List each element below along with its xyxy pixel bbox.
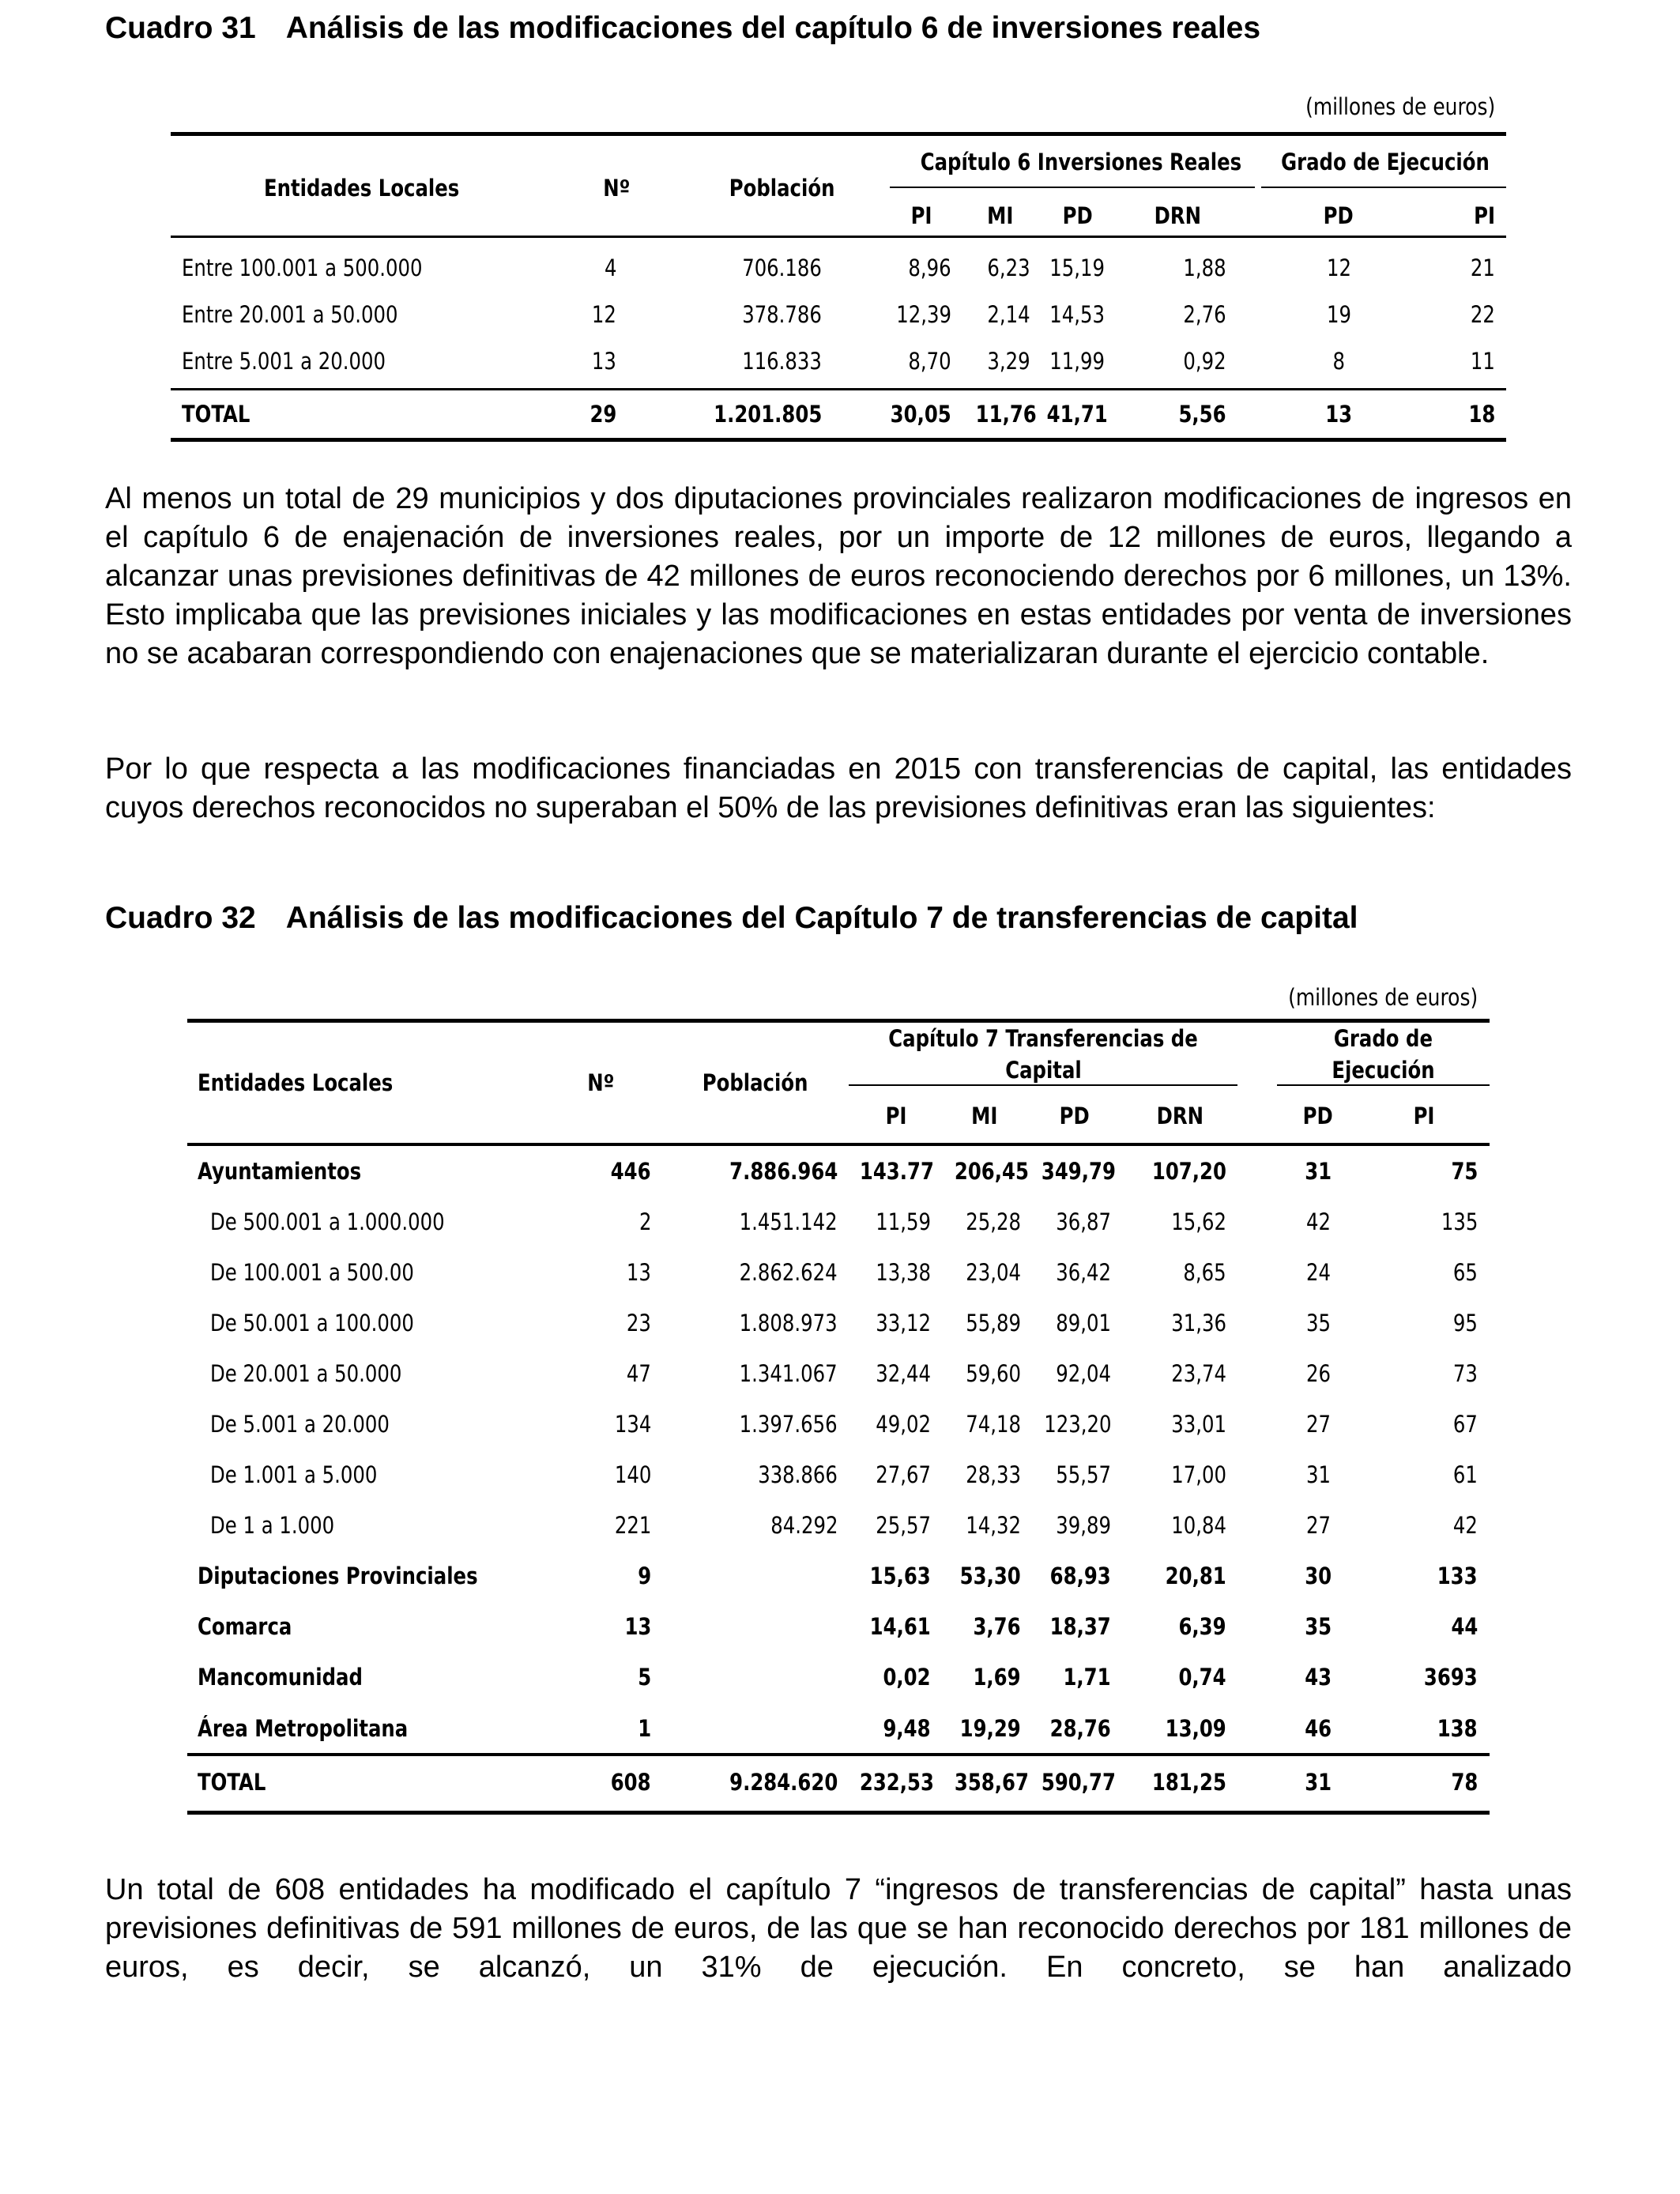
table-cell-pd: 55,57 <box>1056 1461 1111 1488</box>
table-cell-entidad: De 5.001 a 20.000 <box>210 1411 390 1438</box>
paragraph-2: Por lo que respecta a las modificaciones financiadas en 2015 con transferencias de capital, las entidades cuyos derechos reconocidos no superaban el 50% de las previsiones definitivas eran las siguientes: <box>105 752 1572 824</box>
table-cell-entidad: TOTAL <box>182 401 250 428</box>
table-cell-n: 2 <box>638 1208 651 1235</box>
table-cell-grado-pd: 35 <box>1305 1310 1331 1336</box>
table-cell-pd: 36,87 <box>1056 1208 1111 1235</box>
table-cell-grado-pi: 138 <box>1437 1715 1478 1742</box>
table-cell-mi: 206,45 <box>954 1158 1029 1185</box>
table32-group2-rule <box>1277 1084 1490 1086</box>
table-cell-pd: 11,99 <box>1049 348 1105 375</box>
table-cell-entidad: De 50.001 a 100.000 <box>210 1310 414 1336</box>
table32-header-pi: PI <box>885 1103 907 1129</box>
table-cell-grado-pi: 133 <box>1437 1563 1478 1589</box>
table-cell-poblacion: 1.341.067 <box>740 1360 838 1387</box>
table-cell-drn: 15,62 <box>1171 1208 1226 1235</box>
table-cell-drn: 2,76 <box>1183 301 1226 328</box>
table32-header-group2-line2: Ejecución <box>1332 1057 1435 1084</box>
table-cell-entidad: Mancomunidad <box>198 1664 363 1691</box>
table-cell-mi: 2,14 <box>987 301 1030 328</box>
table-cell-grado-pi: 3693 <box>1424 1664 1478 1691</box>
table-cell-entidad: De 500.001 a 1.000.000 <box>210 1208 445 1235</box>
table32-total-rule <box>187 1753 1490 1756</box>
table-cell-mi: 23,04 <box>966 1259 1021 1286</box>
table-cell-entidad: De 1 a 1.000 <box>210 1512 335 1539</box>
table-cell-entidad: De 1.001 a 5.000 <box>210 1461 378 1488</box>
table-cell-pi: 33,12 <box>876 1310 931 1336</box>
table31-header-drn: DRN <box>1154 202 1201 229</box>
table-cell-pd: 1,71 <box>1063 1664 1111 1691</box>
table-cell-entidad: Diputaciones Provinciales <box>198 1563 478 1589</box>
table-cell-mi: 1,69 <box>973 1664 1021 1691</box>
table-cell-grado-pd: 31 <box>1305 1158 1332 1185</box>
table-cell-entidad: De 20.001 a 50.000 <box>210 1360 402 1387</box>
table32-header-grado-pd: PD <box>1302 1103 1334 1129</box>
table-cell-grado-pd: 30 <box>1305 1563 1332 1589</box>
table31-header-pd: PD <box>1062 202 1094 229</box>
table-cell-mi: 19,29 <box>959 1715 1021 1742</box>
table-cell-drn: 20,81 <box>1165 1563 1226 1589</box>
table-cell-n: 221 <box>614 1512 651 1539</box>
table-cell-grado-pi: 75 <box>1451 1158 1478 1185</box>
table-cell-grado-pd: 46 <box>1305 1715 1332 1742</box>
table-cell-poblacion <box>695 1715 838 1742</box>
table-cell-mi: 3,29 <box>987 348 1030 375</box>
table31-header-entidades: Entidades Locales <box>264 175 460 202</box>
table-cell-n: 13 <box>591 348 616 375</box>
table31-header-n: Nº <box>602 175 631 202</box>
table-cell-grado-pi: 65 <box>1452 1259 1478 1286</box>
table-cell-grado-pd: 8 <box>1332 348 1345 375</box>
table-cell-mi: 74,18 <box>966 1411 1021 1438</box>
table-cell-pi: 14,61 <box>869 1613 931 1640</box>
table-cell-mi: 358,67 <box>954 1769 1029 1796</box>
table-cell-mi: 53,30 <box>959 1563 1021 1589</box>
table-cell-entidad: Entre 100.001 a 500.000 <box>182 254 423 281</box>
table-cell-drn: 23,74 <box>1171 1360 1226 1387</box>
table-cell-grado-pi: 42 <box>1452 1512 1478 1539</box>
table-cell-poblacion: 2.862.624 <box>740 1259 838 1286</box>
table-cell-poblacion <box>695 1664 838 1691</box>
table-cell-pd: 123,20 <box>1043 1411 1111 1438</box>
table-cell-poblacion: 1.808.973 <box>740 1310 838 1336</box>
table-cell-grado-pi: 18 <box>1468 401 1495 428</box>
table-cell-grado-pd: 13 <box>1325 401 1352 428</box>
table-cell-n: 4 <box>604 254 616 281</box>
table-cell-grado-pi: 78 <box>1451 1769 1478 1796</box>
table-cell-drn: 6,39 <box>1178 1613 1226 1640</box>
table-cell-pi: 49,02 <box>876 1411 931 1438</box>
table-cell-pd: 89,01 <box>1056 1310 1111 1336</box>
table-cell-pi: 0,02 <box>883 1664 931 1691</box>
table-cell-pi: 8,70 <box>908 348 951 375</box>
table-cell-pi: 9,48 <box>883 1715 931 1742</box>
table31-header-grado-pd: PD <box>1323 202 1354 229</box>
table31-header-group2: Grado de Ejecución <box>1281 149 1490 175</box>
table-cell-n: 13 <box>624 1613 651 1640</box>
table-cell-entidad: Entre 5.001 a 20.000 <box>182 348 386 375</box>
table32-top-rule <box>187 1019 1490 1023</box>
table-cell-pd: 36,42 <box>1056 1259 1111 1286</box>
table-cell-poblacion: 1.397.656 <box>740 1411 838 1438</box>
table31-header-group1: Capítulo 6 Inversiones Reales <box>920 149 1242 175</box>
table-cell-drn: 13,09 <box>1165 1715 1226 1742</box>
table32-caption-title: Análisis de las modificaciones del Capítulo 7 de transferencias de capital <box>285 901 1358 935</box>
table-cell-pi: 11,59 <box>876 1208 931 1235</box>
table-cell-poblacion <box>695 1613 838 1640</box>
table31-header-pi: PI <box>910 202 932 229</box>
table-cell-grado-pi: 67 <box>1452 1411 1478 1438</box>
table-cell-pi: 25,57 <box>876 1512 931 1539</box>
table-cell-entidad: Entre 20.001 a 50.000 <box>182 301 398 328</box>
table-cell-n: 23 <box>626 1310 651 1336</box>
table-cell-drn: 17,00 <box>1171 1461 1226 1488</box>
table31-caption-title: Análisis de las modificaciones del capítulo 6 de inversiones reales <box>285 11 1261 45</box>
table32-header-poblacion: Población <box>703 1069 808 1096</box>
table-cell-pd: 590,77 <box>1041 1769 1116 1796</box>
table-cell-grado-pi: 44 <box>1451 1613 1478 1640</box>
table-cell-mi: 3,76 <box>973 1613 1021 1640</box>
table31-header-mi: MI <box>987 202 1014 229</box>
table-cell-poblacion: 116.833 <box>742 348 822 375</box>
table-cell-entidad: Comarca <box>198 1613 292 1640</box>
table-cell-poblacion <box>695 1563 838 1589</box>
table31-units: (millones de euros) <box>1305 93 1495 120</box>
table-cell-pd: 39,89 <box>1056 1512 1111 1539</box>
table-cell-drn: 107,20 <box>1151 1158 1226 1185</box>
table-cell-pi: 27,67 <box>876 1461 931 1488</box>
table-cell-drn: 0,74 <box>1178 1664 1226 1691</box>
table-cell-poblacion: 378.786 <box>742 301 822 328</box>
table32-header-group1-line2: Capital <box>1004 1057 1082 1084</box>
table-cell-n: 12 <box>591 301 616 328</box>
table-cell-grado-pd: 42 <box>1305 1208 1331 1235</box>
table-cell-mi: 28,33 <box>966 1461 1021 1488</box>
table-cell-grado-pd: 31 <box>1305 1461 1331 1488</box>
table-cell-drn: 1,88 <box>1183 254 1226 281</box>
table-cell-drn: 8,65 <box>1183 1259 1226 1286</box>
table-cell-poblacion: 338.866 <box>758 1461 838 1488</box>
table-cell-pi: 143.77 <box>859 1158 934 1185</box>
table-cell-mi: 25,28 <box>966 1208 1021 1235</box>
table-cell-pi: 232,53 <box>859 1769 934 1796</box>
table32-header-pd: PD <box>1059 1103 1090 1129</box>
table-cell-grado-pd: 35 <box>1305 1613 1332 1640</box>
table31-header-grado-pi: PI <box>1474 202 1495 229</box>
table-cell-n: 446 <box>611 1158 651 1185</box>
table-cell-drn: 181,25 <box>1151 1769 1226 1796</box>
table-cell-poblacion: 1.451.142 <box>740 1208 838 1235</box>
table-cell-pd: 349,79 <box>1041 1158 1116 1185</box>
table-cell-grado-pi: 11 <box>1470 348 1495 375</box>
table-cell-n: 1 <box>638 1715 651 1742</box>
table-cell-grado-pi: 61 <box>1452 1461 1478 1488</box>
table-cell-grado-pd: 31 <box>1305 1769 1332 1796</box>
table32-header-group2-line1: Grado de <box>1333 1025 1433 1052</box>
table32-bottom-rule <box>187 1811 1490 1815</box>
table-cell-grado-pi: 22 <box>1470 301 1495 328</box>
table-cell-poblacion: 1.201.805 <box>713 401 822 428</box>
table-cell-pd: 15,19 <box>1049 254 1105 281</box>
table-cell-mi: 14,32 <box>966 1512 1021 1539</box>
table-cell-mi: 55,89 <box>966 1310 1021 1336</box>
table-cell-grado-pi: 95 <box>1452 1310 1478 1336</box>
table-cell-grado-pi: 21 <box>1470 254 1495 281</box>
table-cell-poblacion: 84.292 <box>770 1512 838 1539</box>
table32-caption-number: Cuadro 32 <box>105 901 256 935</box>
table-cell-poblacion: 706.186 <box>742 254 822 281</box>
table-cell-grado-pi: 135 <box>1441 1208 1478 1235</box>
table-cell-grado-pd: 24 <box>1305 1259 1331 1286</box>
table-cell-mi: 6,23 <box>987 254 1030 281</box>
table-cell-grado-pd: 27 <box>1305 1411 1331 1438</box>
table32-header-n: Nº <box>586 1069 615 1096</box>
table-cell-n: 134 <box>614 1411 651 1438</box>
table-cell-pd: 18,37 <box>1049 1613 1111 1640</box>
table-cell-pi: 13,38 <box>876 1259 931 1286</box>
table-cell-grado-pd: 43 <box>1305 1664 1332 1691</box>
table-cell-n: 140 <box>614 1461 651 1488</box>
table-cell-poblacion: 7.886.964 <box>729 1158 838 1185</box>
table-cell-grado-pd: 19 <box>1326 301 1351 328</box>
table31-caption-number: Cuadro 31 <box>105 11 256 45</box>
paragraph-1: Al menos un total de 29 municipios y dos diputaciones provinciales realizaron modificaciones de ingresos en el capítulo 6 de enajenación de inversiones reales, por un importe de 12 millones de euros, llegando a alcanzar unas previsiones definitivas de 42 millones de euros reconociendo derechos por 6 millones, un 13%. Esto implicaba que las previsiones iniciales y las modificaciones en estas entidades por venta de inversiones no se acabaran correspondiendo con enajenaciones que se materializaran durante el ejercicio contable. <box>105 482 1572 670</box>
table-cell-mi: 11,76 <box>975 401 1037 428</box>
table32-header-grado-pi: PI <box>1413 1103 1435 1129</box>
table-cell-n: 5 <box>638 1664 651 1691</box>
table32-header-group1-line1: Capítulo 7 Transferencias de <box>888 1025 1198 1052</box>
table-cell-n: 47 <box>626 1360 651 1387</box>
table32-header-rule <box>187 1143 1490 1146</box>
table-cell-pi: 32,44 <box>876 1360 931 1387</box>
table-cell-entidad: De 100.001 a 500.00 <box>210 1259 414 1286</box>
table-cell-mi: 59,60 <box>966 1360 1021 1387</box>
table-cell-drn: 10,84 <box>1171 1512 1226 1539</box>
table-cell-drn: 33,01 <box>1171 1411 1226 1438</box>
table32-group1-rule <box>849 1084 1237 1086</box>
table-cell-drn: 5,56 <box>1178 401 1226 428</box>
table32-header-mi: MI <box>971 1103 998 1129</box>
table-cell-poblacion: 9.284.620 <box>729 1769 838 1796</box>
table-cell-entidad: TOTAL <box>198 1769 266 1796</box>
table-cell-pd: 28,76 <box>1049 1715 1111 1742</box>
table-cell-n: 608 <box>611 1769 651 1796</box>
table-cell-n: 9 <box>638 1563 651 1589</box>
table-cell-drn: 31,36 <box>1171 1310 1226 1336</box>
table-cell-grado-pd: 12 <box>1326 254 1351 281</box>
table-cell-pd: 41,71 <box>1046 401 1108 428</box>
table-cell-n: 29 <box>590 401 616 428</box>
table32-header-entidades: Entidades Locales <box>198 1069 394 1096</box>
table-cell-pi: 12,39 <box>896 301 951 328</box>
table32-header-drn: DRN <box>1156 1103 1203 1129</box>
table-cell-grado-pd: 26 <box>1305 1360 1331 1387</box>
table32-units: (millones de euros) <box>1287 984 1478 1011</box>
table-cell-pi: 30,05 <box>890 401 951 428</box>
table-cell-pi: 15,63 <box>869 1563 931 1589</box>
table-cell-pd: 14,53 <box>1049 301 1105 328</box>
table-cell-pi: 8,96 <box>908 254 951 281</box>
table-cell-drn: 0,92 <box>1183 348 1226 375</box>
table-cell-pd: 92,04 <box>1056 1360 1111 1387</box>
table-cell-grado-pi: 73 <box>1452 1360 1478 1387</box>
table-cell-entidad: Área Metropolitana <box>198 1715 409 1742</box>
table-cell-pd: 68,93 <box>1049 1563 1111 1589</box>
table-cell-n: 13 <box>626 1259 651 1286</box>
paragraph-3: Un total de 608 entidades ha modificado el capítulo 7 “ingresos de transferencias de capital” hasta unas previsiones definitivas de 591 millones de euros, de las que se han reconocido derechos por 181 millones de euros, es decir, se alcanzó, un 31% de ejecución. En concreto, se han analizado <box>105 1873 1572 1984</box>
table31-header-poblacion: Población <box>729 175 835 202</box>
table-cell-grado-pd: 27 <box>1305 1512 1331 1539</box>
table-cell-entidad: Ayuntamientos <box>198 1158 362 1185</box>
